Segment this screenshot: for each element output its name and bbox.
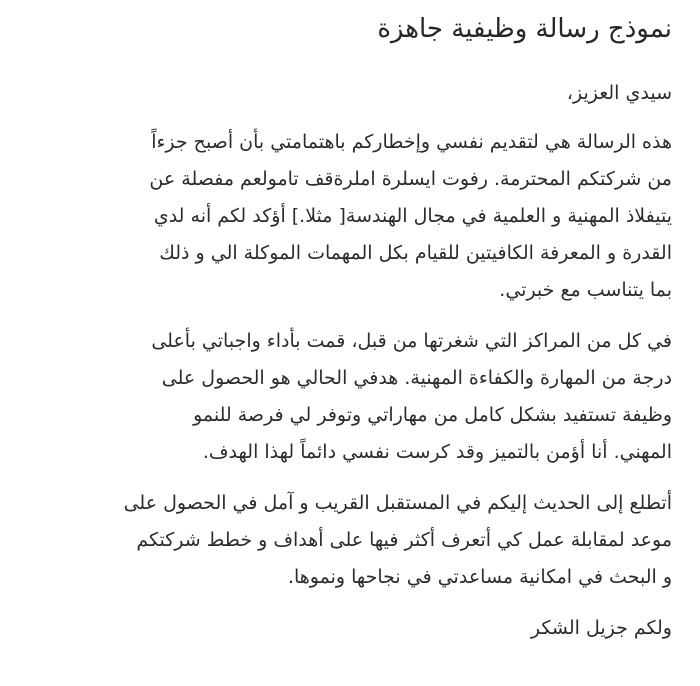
paragraph-line: في كل من المراكز التي شغرتها من قبل، قمت بأداء واجباتي بأعلى (151, 330, 672, 352)
paragraph-line: موعد لمقابلة عمل كي أتعرف أكثر فيها على أهداف و خطط شركتكم (136, 529, 672, 551)
paragraph-line: من شركتكم المحترمة. رفوت ايسلرة املرةقف تامولعم مفصلة عن (149, 168, 672, 190)
article-title: نموذج رسالة وظيفية جاهزة (377, 14, 672, 44)
paragraph-experience (28, 323, 672, 471)
paragraph-line: بما يتناسب مع خبرتي. (499, 279, 672, 301)
paragraph-line: و البحث في امكانية مساعدتي في نجاحها ونموها. (287, 566, 672, 588)
paragraph-introduction (28, 124, 672, 309)
paragraph-interview-request (28, 485, 672, 596)
paragraph-line: درجة من المهارة والكفاءة المهنية. هدفي الحالي هو الحصول على (161, 367, 672, 389)
paragraph-line: هذه الرسالة هي لتقديم نفسي وإخطاركم باهتمامتي بأن أصبح جزءاً (151, 131, 672, 153)
paragraph-line: أتطلع إلى الحديث إليكم في المستقبل القريب و آمل في الحصول على (123, 492, 672, 514)
closing-line: ولكم جزيل الشكر (530, 617, 672, 639)
paragraph-line: وظيفة تستفيد بشكل كامل من مهاراتي وتوفر لي فرصة للنمو (193, 404, 672, 426)
paragraph-line: القدرة و المعرفة الكافيتين للقيام بكل المهمات الموكلة الي و ذلك (159, 242, 672, 264)
paragraph-line: المهني. أنا أؤمن بالتميز وقد كرست نفسي دائماً لهذا الهدف. (202, 441, 672, 463)
greeting-line: سيدي العزيز، (566, 82, 672, 104)
paragraph-line: يتيفلاذ المهنية و العلمية في مجال الهندسة[ مثلا.] أؤكد لكم أنه لدي (153, 205, 672, 227)
